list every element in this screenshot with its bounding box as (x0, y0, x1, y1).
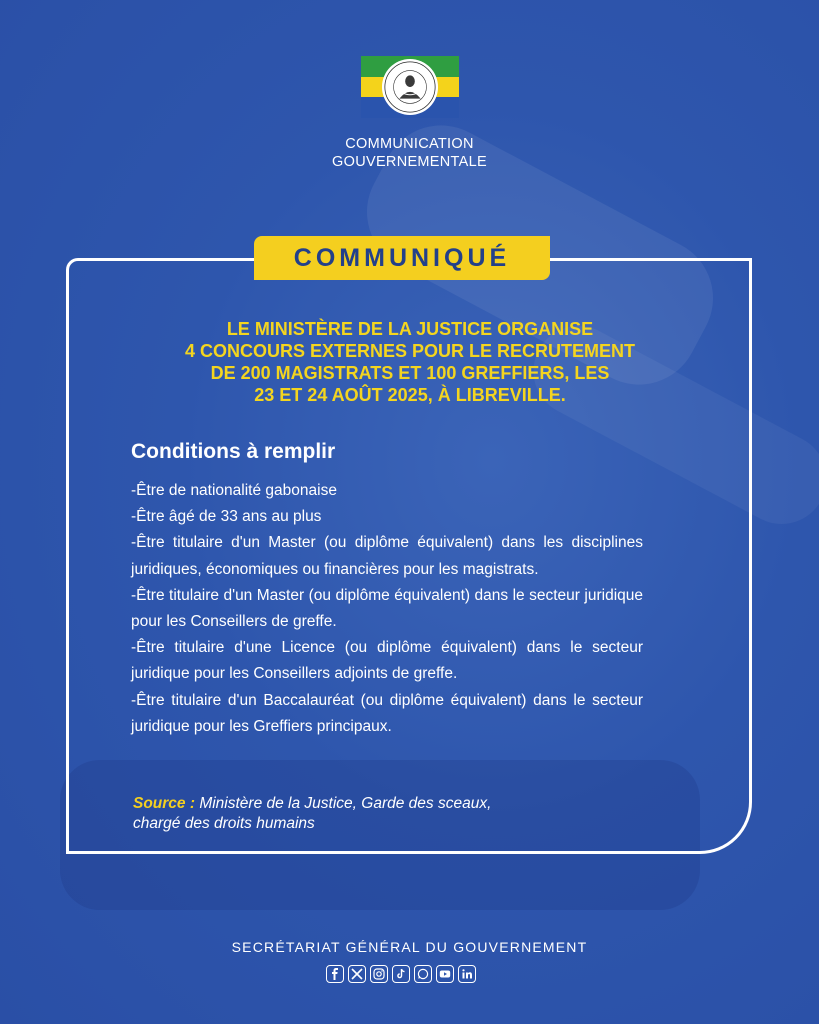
badge-label: COMMUNIQUÉ (293, 243, 511, 272)
headline (110, 318, 710, 406)
communique-badge (254, 236, 550, 280)
source-line2: chargé des droits humains (133, 815, 315, 832)
headline-line3: DE 200 MAGISTRATS ET 100 GREFFIERS, LES (210, 363, 610, 383)
footer-title: SECRÉTARIAT GÉNÉRAL DU GOUVERNEMENT (231, 939, 588, 955)
source-line1: Ministère de la Justice, Garde des sceaux, (199, 795, 492, 812)
headline-line1: LE MINISTÈRE DE LA JUSTICE ORGANISE (226, 319, 594, 339)
condition-item: -Être de nationalité gabonaise (131, 482, 337, 499)
conditions-title: Conditions à remplir (131, 440, 336, 463)
condition-item: -Être âgé de 33 ans au plus (131, 508, 322, 526)
youtube-icon[interactable] (436, 965, 454, 983)
facebook-icon[interactable] (326, 965, 344, 983)
condition-item: -Être titulaire d'un Baccalauréat (ou diplôme équivalent) dans le secteur juridique pour les Greffiers principaux. (131, 691, 643, 735)
condition-item: -Être titulaire d'un Master (ou diplôme équivalent) dans les disciplines juridiques, économiques ou financières pour les magistrats. (131, 534, 643, 578)
whatsapp-icon[interactable] (414, 965, 432, 983)
headline-line2: 4 CONCOURS EXTERNES POUR LE RECRUTEMENT (184, 341, 636, 361)
republic-seal-icon (381, 58, 439, 116)
conditions-list (131, 478, 643, 740)
source-label: Source : (133, 795, 196, 812)
instagram-icon[interactable] (370, 965, 388, 983)
gabon-flag-emblem (361, 56, 459, 118)
source-note (133, 794, 633, 834)
x-icon[interactable] (348, 965, 366, 983)
tiktok-icon[interactable] (392, 965, 410, 983)
linkedin-icon[interactable] (458, 965, 476, 983)
org-name-line2: GOUVERNEMENTALE (332, 154, 487, 170)
headline-line4: 23 ET 24 AOÛT 2025, À LIBREVILLE. (254, 385, 566, 405)
organization-name (0, 135, 819, 171)
social-links (326, 965, 476, 987)
org-name-line1: COMMUNICATION (345, 136, 474, 152)
condition-item: -Être titulaire d'un Master (ou diplôme équivalent) dans le secteur juridique pour les Conseillers de greffe. (131, 586, 643, 631)
condition-item: -Être titulaire d'une Licence (ou diplôme équivalent) dans le secteur juridique pour les Conseillers adjoints de greffe. (131, 639, 643, 683)
